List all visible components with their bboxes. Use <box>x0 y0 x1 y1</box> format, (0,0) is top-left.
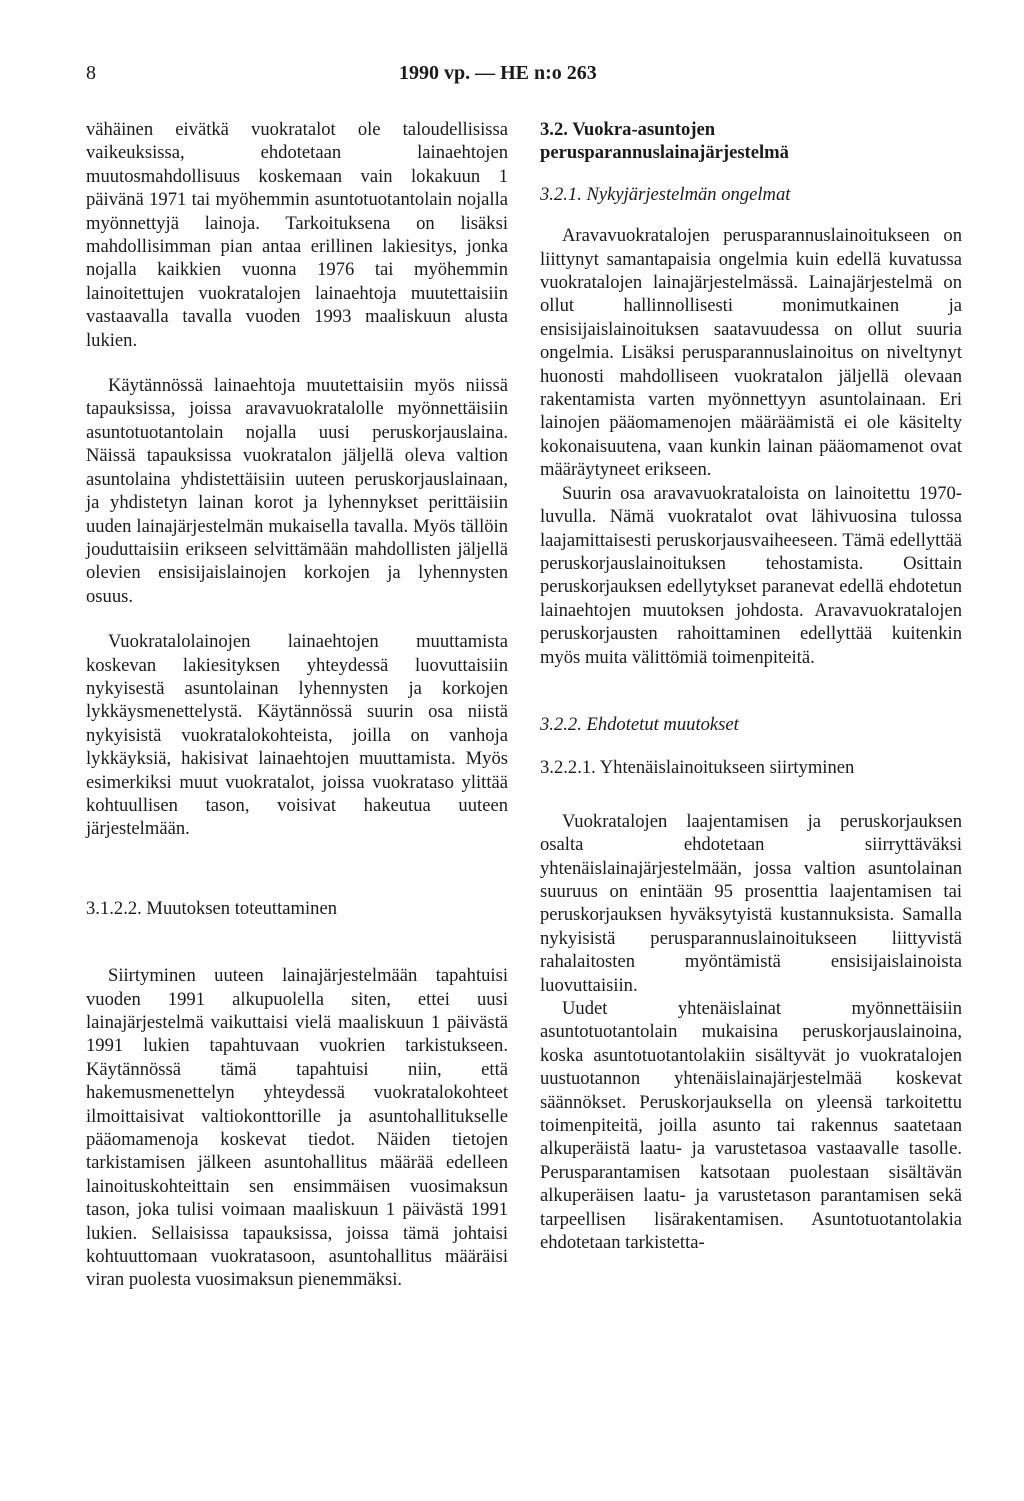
page-header <box>86 62 638 92</box>
page-number: 8 <box>86 62 96 84</box>
paragraph: vähäinen eivätkä vuokratalot ole taloudellisissa vaikeuksissa, ehdotetaan lainaehtojen muutosmahdollisuus koskemaan vain lokakuun 1 päivänä 1971 tai myöhemmin asuntotuotantolain nojalla myönnettyjä lainoja. Tarkoituksena on lisäksi mahdollisimman pian antaa erillinen lakiesitys, jonka nojalla kaikkien vuonna 1976 tai myöhemmin lainoitettujen vuokratalojen lainaehtoja muutettaisiin vastaavalla tavalla vuoden 1993 maaliskuun alusta lukien. <box>86 119 508 351</box>
subsection-heading: 3.2.2. Ehdotetut muutokset <box>540 713 739 735</box>
paragraph: Vuokratalolainojen lainaehtojen muuttamista koskevan lakiesityksen yhteydessä luovuttaisiin nykyisestä asuntolainan lyhennysten ja korkojen lykkäysmenettelystä. Käytännössä suurin osa niistä nykyisistä vuokratalokohteista, joilla on vanhoja lykkäyksiä, hakisivat lainaehtojen muuttamista. Myös esimerkiksi muut vuokratalot, joissa vuokrataso ylittää kohtuullisen tason, voisivat hakeutua uuteen järjestelmään. <box>86 631 508 840</box>
paragraph: Käytännössä lainaehtoja muutettaisiin myös niissä tapauksissa, joissa aravavuokratalolle myönnettäisiin asuntotuotantolain nojalla uusi peruskorjauslaina. Näissä tapauksissa vuokratalon jäljellä oleva valtion asuntolaina yhdistettäisiin uuteen peruskorjauslainaan, ja yhdistetyn lainan korot ja lyhennykset perittäisiin uuden lainajärjestelmän mukaisella tavalla. Myös tällöin jouduttaisiin erikseen selvittämään mahdollisten jäljellä olevien ensisijaislainojen korkojen ja lyhennysten osuus. <box>86 375 508 607</box>
section-heading: 3.2. Vuokra-asuntojen perusparannuslainajärjestelmä <box>540 119 789 164</box>
paragraph: Siirtyminen uuteen lainajärjestelmään tapahtuisi vuoden 1991 alkupuolella siten, ettei uusi lainajärjestelmä vaikuttaisi vielä maaliskuun 1 päivästä 1991 lukien tapahtuvaan vuokrien tarkistukseen. Käytännössä tämä tapahtuisi niin, että hakemusmenettelyn yhteydessä vuokratalokohteet ilmoittaisivat valtiokonttorille ja asuntohallitukselle pääomamenoja koskevat tiedot. Näiden tietojen tarkistamisen jälkeen asuntohallitus määrää edelleen lainoituskohteittain sen ensimmäisen vuosimaksun tason, joka tulisi voimaan maaliskuun 1 päivästä 1991 lukien. Sellaisissa tapauksissa, joissa tämä johtaisi kohtuuttomaan vuokratasoon, asuntohallitus määräisi viran puolesta vuosimaksun pienemmäksi. <box>86 965 508 1291</box>
subsection-heading: 3.2.2.1. Yhtenäislainoitukseen siirtyminen <box>540 757 855 779</box>
subsection-heading: 3.2.1. Nykyjärjestelmän ongelmat <box>540 183 791 205</box>
right-column <box>540 118 962 1254</box>
paragraph: Uudet yhtenäislainat myönnettäisiin asuntotuotantolain mukaisina peruskorjauslainoina, koska asuntotuotantolakiin sisältyvät jo vuokratalojen uustuotannon yhtenäislainajärjestelmää koskevat säännökset. Peruskorjauksella on yleensä tarkoitettu toimenpiteitä, joilla asunto tai rakennus saatetaan alkuperäistä laatu- ja varustetasoa vastaavalle tasolle. Perusparantamisen katsotaan puolestaan sisältävän alkuperäisen laatu- ja varustetason parantamisen sekä tarpeellisen lisärakentamisen. Asuntotuotantolakia ehdotetaan tarkistetta- <box>540 998 962 1254</box>
paragraph: Aravavuokratalojen perusparannuslainoitukseen on liittynyt samantapaisia ongelmia kuin edellä kuvatussa vuokratalojen lainajärjestelmässä. Lainajärjestelmä on ollut hallinnollisesti monimutkainen ja ensisijaislainoituksen saatavuudessa on ollut suuria ongelmia. Lisäksi perusparannuslainoitus on niveltynyt huonosti mahdolliseen vuokratalon jäljellä olevaan rakentamista varten myönnettyyn asuntolainaan. Eri lainojen pääomamenojen määräämistä ei ole käsitelty kokonaisuutena, vaan kunkin lainan pääomamenot ovat määräytyneet erikseen. <box>540 225 962 481</box>
paragraph: Suurin osa aravavuokrataloista on lainoitettu 1970-luvulla. Nämä vuokratalot ovat lähivuosina tulossa laajamittaisesti peruskorjausvaiheeseen. Tämä edellyttää peruskorjauslainoituksen tehostamista. Osittain peruskorjauksen edellytykset paranevat edellä ehdotetun lainaehtojen muutoksen johdosta. Aravavuokratalojen peruskorjausten rahoittaminen edellyttää kuitenkin myös muita välittömiä toimenpiteitä. <box>540 482 962 668</box>
section-heading: 3.1.2.2. Muutoksen toteuttaminen <box>86 897 337 919</box>
left-column <box>86 118 508 1292</box>
paragraph: Vuokratalojen laajentamisen ja peruskorjauksen osalta ehdotetaan siirryttäväksi yhtenäislainajärjestelmään, jossa valtion asuntolainan suuruus on enintään 95 prosenttia laajentamisen tai peruskorjauksen hyväksytyistä kustannuksista. Samalla nykyisistä perusparannuslainoitukseen liittyvistä rahalaitosten myöntämistä ensisijaislainoista luovuttaisiin. <box>540 810 962 996</box>
running-title: 1990 vp. — HE n:o 263 <box>399 62 597 84</box>
